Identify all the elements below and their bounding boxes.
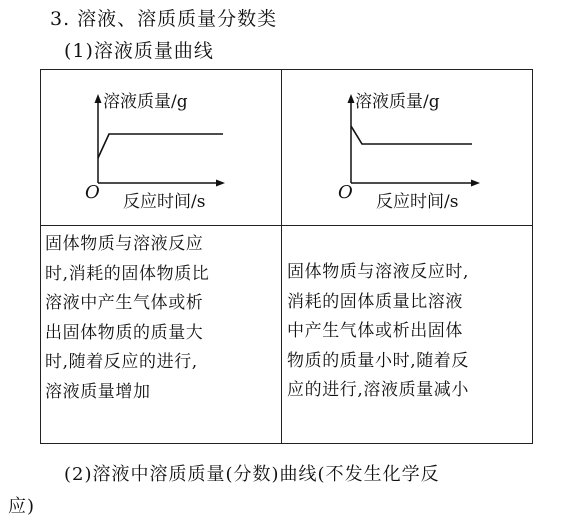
- mass-curve-decrease: [351, 126, 472, 144]
- x-axis-label: 反应时间/s: [123, 192, 206, 212]
- description-line: 溶液中产生气体或析: [45, 293, 204, 313]
- description-line: 溶液质量增加: [45, 381, 151, 402]
- next-subsection-line2: 应): [8, 496, 36, 517]
- description-decrease: [287, 258, 531, 406]
- section-heading: 3. 溶液、溶质质量分数类: [50, 8, 278, 30]
- y-axis-label: 溶液质量/g: [103, 92, 188, 112]
- description-line: 固体物质与溶液反应: [45, 234, 204, 254]
- origin-label: O: [338, 182, 353, 203]
- next-subsection-line1: (2)溶液中溶质质量(分数)曲线(不发生化学反: [64, 464, 440, 485]
- x-axis-arrow: [216, 180, 225, 187]
- graph-solution-mass-decrease: [282, 70, 532, 225]
- origin-label: O: [85, 182, 100, 203]
- x-axis-arrow: [471, 180, 480, 187]
- description-line: 物质的质量小时,随着反: [287, 350, 470, 371]
- x-axis-label: 反应时间/s: [376, 192, 459, 212]
- description-line: 中产生气体或析出固体: [287, 321, 463, 341]
- description-increase: [45, 230, 279, 407]
- description-line: 固体物质与溶液反应时,: [287, 262, 470, 282]
- description-line: 时,消耗的固体物质比: [45, 263, 210, 284]
- description-line: 出固体物质的质量大: [45, 322, 204, 343]
- description-line: 消耗的固体质量比溶液: [287, 291, 463, 312]
- y-axis-label: 溶液质量/g: [355, 92, 440, 112]
- description-line: 时,随着反应的进行,: [45, 352, 198, 372]
- graph-solution-mass-increase: [41, 70, 281, 225]
- table-divider-horizontal: [41, 225, 532, 226]
- y-axis-arrow: [348, 94, 355, 103]
- curve-table: [40, 69, 533, 444]
- subsection-heading: (1)溶液质量曲线: [64, 40, 214, 62]
- mass-curve-increase: [98, 134, 223, 158]
- description-line: 应的进行,溶液质量减小: [287, 380, 470, 400]
- y-axis-arrow: [95, 94, 102, 103]
